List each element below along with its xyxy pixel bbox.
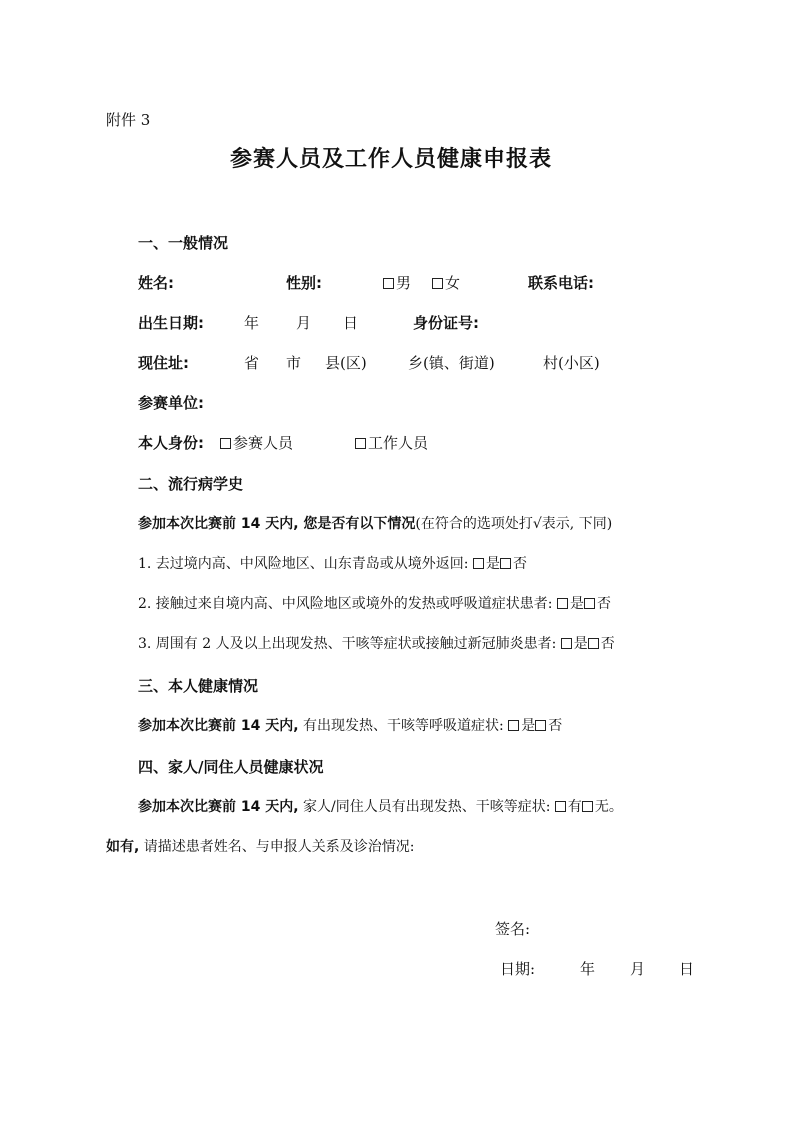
family-health-if-text: 请描述患者姓名、与申报人关系及诊治情况: bbox=[143, 839, 415, 855]
section-3-heading: 三、本人健康情况 bbox=[138, 677, 259, 695]
identity-staff-option[interactable] bbox=[355, 436, 428, 451]
section-4-heading: 四、家人/同住人员健康状况 bbox=[138, 758, 324, 776]
q2-yes: 是 bbox=[569, 596, 584, 612]
birth-year: 年 bbox=[244, 314, 260, 332]
section-2-heading: 二、流行病学史 bbox=[138, 475, 244, 493]
phone-label: 联系电话: bbox=[528, 274, 594, 292]
date-label: 日期: bbox=[500, 960, 536, 978]
q1-yes: 是 bbox=[485, 556, 500, 572]
checkbox-icon[interactable] bbox=[508, 720, 519, 731]
identity-athlete-option[interactable] bbox=[220, 436, 293, 451]
checkbox-icon[interactable] bbox=[588, 638, 599, 649]
family-health-none: 无。 bbox=[594, 799, 623, 815]
identity-athlete-text: 参赛人员 bbox=[233, 434, 294, 452]
identity-staff-text: 工作人员 bbox=[368, 434, 429, 452]
gender-male-text: 男 bbox=[396, 274, 412, 292]
gender-label: 性别: bbox=[286, 274, 322, 292]
section-1-heading: 一、一般情况 bbox=[138, 234, 229, 252]
checkbox-icon[interactable] bbox=[557, 598, 568, 609]
epidemiology-intro-bold: 参加本次比赛前 14 天内, 您是否有以下情况 bbox=[138, 516, 416, 532]
date-day: 日 bbox=[679, 960, 695, 978]
identity-label: 本人身份: bbox=[138, 434, 204, 452]
family-health-detail bbox=[106, 840, 415, 854]
address-city: 市 bbox=[286, 354, 302, 372]
attachment-label: 附件 3 bbox=[106, 111, 151, 129]
birth-day: 日 bbox=[343, 314, 359, 332]
family-health-question bbox=[138, 800, 623, 814]
address-label: 现住址: bbox=[138, 354, 189, 372]
checkbox-icon[interactable] bbox=[500, 558, 511, 569]
family-health-text: 家人/同住人员有出现发热、干咳等症状: bbox=[303, 799, 551, 815]
q3-yes: 是 bbox=[573, 636, 588, 652]
page-title: 参赛人员及工作人员健康申报表 bbox=[230, 147, 553, 172]
question-2-text: 2. 接触过来自境内高、中风险地区或境外的发热或呼吸道症状患者: bbox=[138, 596, 553, 612]
address-town: 乡(镇、街道) bbox=[408, 354, 495, 372]
family-health-have: 有 bbox=[567, 799, 582, 815]
family-health-prefix: 参加本次比赛前 14 天内, bbox=[138, 799, 299, 815]
checkbox-icon[interactable] bbox=[584, 598, 595, 609]
address-village: 村(小区) bbox=[543, 354, 600, 372]
address-province: 省 bbox=[244, 354, 260, 372]
gender-female-option[interactable] bbox=[432, 276, 460, 291]
checkbox-icon[interactable] bbox=[355, 438, 366, 449]
checkbox-icon[interactable] bbox=[432, 278, 443, 289]
self-health-prefix: 参加本次比赛前 14 天内, bbox=[138, 718, 299, 734]
name-label: 姓名: bbox=[138, 274, 174, 292]
question-3 bbox=[138, 637, 615, 651]
q1-no: 否 bbox=[512, 556, 527, 572]
unit-label: 参赛单位: bbox=[138, 394, 204, 412]
checkbox-icon[interactable] bbox=[220, 438, 231, 449]
checkbox-icon[interactable] bbox=[535, 720, 546, 731]
checkbox-icon[interactable] bbox=[555, 801, 566, 812]
birth-month: 月 bbox=[296, 314, 312, 332]
checkbox-icon[interactable] bbox=[582, 801, 593, 812]
self-health-no: 否 bbox=[548, 718, 563, 734]
date-year: 年 bbox=[580, 960, 596, 978]
date-month: 月 bbox=[630, 960, 646, 978]
checkbox-icon[interactable] bbox=[561, 638, 572, 649]
self-health-yes: 是 bbox=[521, 718, 536, 734]
question-1-text: 1. 去过境内高、中风险地区、山东青岛或从境外返回: bbox=[138, 556, 469, 572]
question-2 bbox=[138, 597, 611, 611]
gender-male-option[interactable] bbox=[383, 276, 411, 291]
id-label: 身份证号: bbox=[413, 314, 479, 332]
self-health-text: 有出现发热、干咳等呼吸道症状: bbox=[303, 718, 504, 734]
birth-label: 出生日期: bbox=[138, 314, 204, 332]
question-3-text: 3. 周围有 2 人及以上出现发热、干咳等症状或接触过新冠肺炎患者: bbox=[138, 636, 557, 652]
question-1 bbox=[138, 557, 527, 571]
signature-label: 签名: bbox=[495, 920, 531, 938]
family-health-if: 如有, bbox=[106, 839, 140, 855]
q3-no: 否 bbox=[600, 636, 615, 652]
checkbox-icon[interactable] bbox=[383, 278, 394, 289]
epidemiology-intro-note: (在符合的选项处打√表示, 下同) bbox=[415, 516, 613, 532]
address-county: 县(区) bbox=[325, 354, 367, 372]
checkbox-icon[interactable] bbox=[473, 558, 484, 569]
q2-no: 否 bbox=[596, 596, 611, 612]
gender-female-text: 女 bbox=[445, 274, 461, 292]
self-health-question bbox=[138, 719, 562, 733]
epidemiology-intro bbox=[138, 517, 612, 531]
